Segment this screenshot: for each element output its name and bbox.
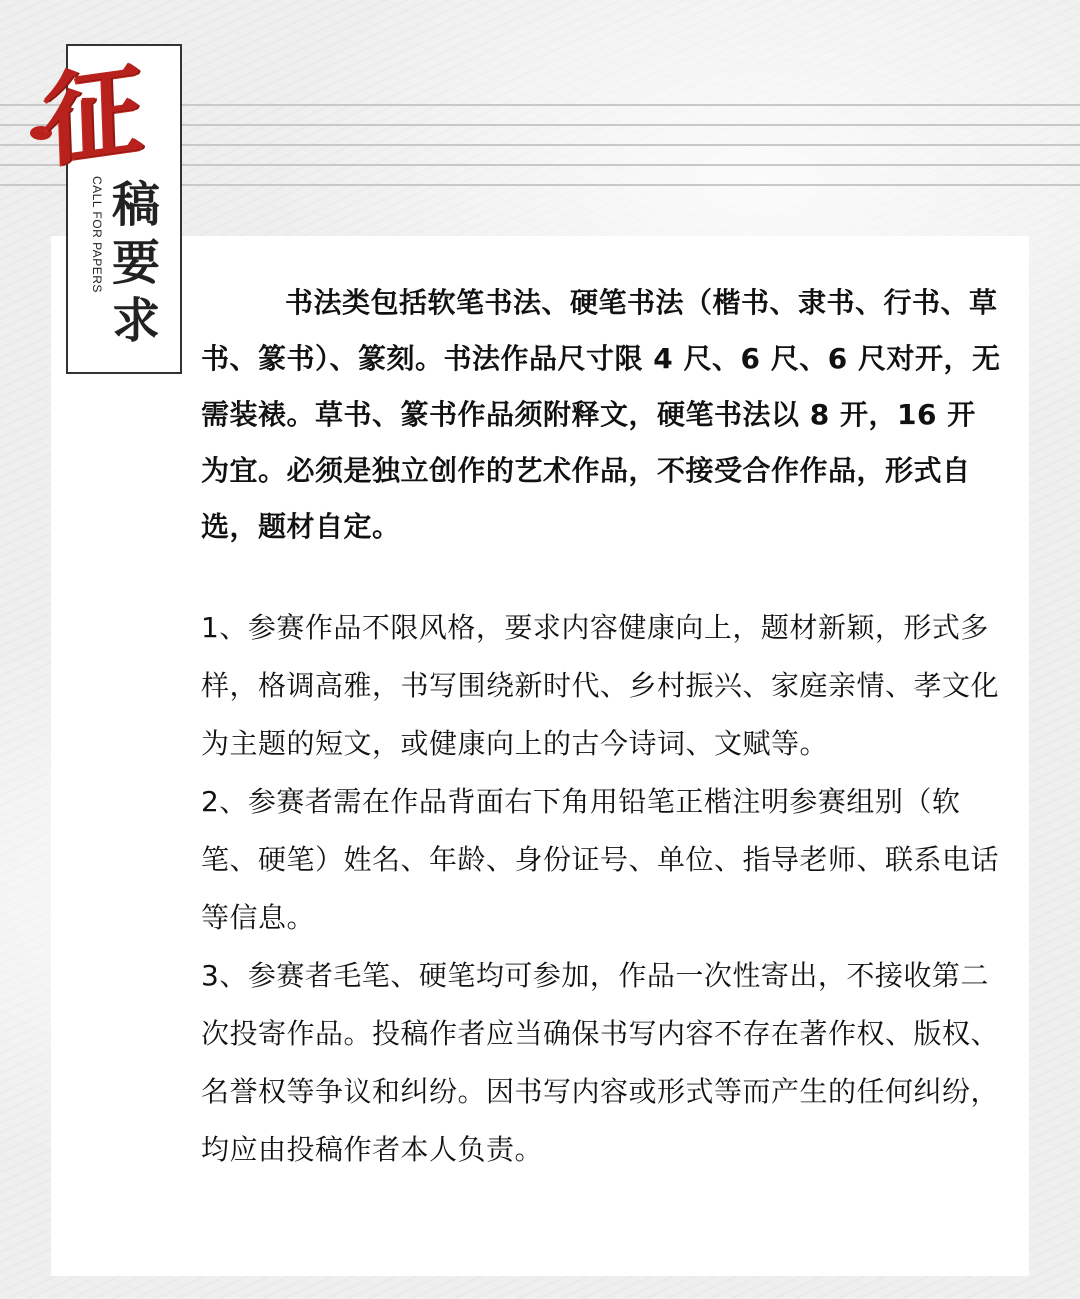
intro-paragraph: 书法类包括软笔书法、硬笔书法（楷书、隶书、行书、草书、篆书）、篆刻。书法作品尺寸限 4 尺、6 尺、6 尺对开，无需装裱。草书、篆书作品须附释文，硬笔书法以 8 开，16 开为宜。必须是独立创作的艺术作品，不接受合作作品，形式自选，题材自定。 xyxy=(201,286,1001,543)
english-subtitle: CALL FOR PAPERS xyxy=(90,176,104,293)
calligraphy-title-char: 征 xyxy=(41,48,145,182)
title-char: 要 xyxy=(111,235,160,291)
vertical-title xyxy=(106,176,166,350)
submission-requirements xyxy=(201,275,1001,1179)
rules-list xyxy=(201,599,1001,1179)
rule-item: 2、参赛者需在作品背面右下角用铅笔正楷注明参赛组别（软笔、硬笔）姓名、年龄、身份证号、单位、指导老师、联系电话等信息。 xyxy=(201,785,1000,934)
title-char: 稿 xyxy=(111,177,160,233)
rule-item: 1、参赛作品不限风格，要求内容健康向上，题材新颖，形式多样，格调高雅，书写围绕新时代、乡村振兴、家庭亲情、孝文化为主题的短文，或健康向上的古今诗词、文赋等。 xyxy=(201,611,1000,760)
title-char: 求 xyxy=(111,293,160,349)
rule-item: 3、参赛者毛笔、硬笔均可参加，作品一次性寄出，不接收第二次投寄作品。投稿作者应当确保书写内容不存在著作权、版权、名誉权等争议和纠纷。因书写内容或形式等而产生的任何纠纷，均应由投稿作者本人负责。 xyxy=(201,959,1000,1166)
